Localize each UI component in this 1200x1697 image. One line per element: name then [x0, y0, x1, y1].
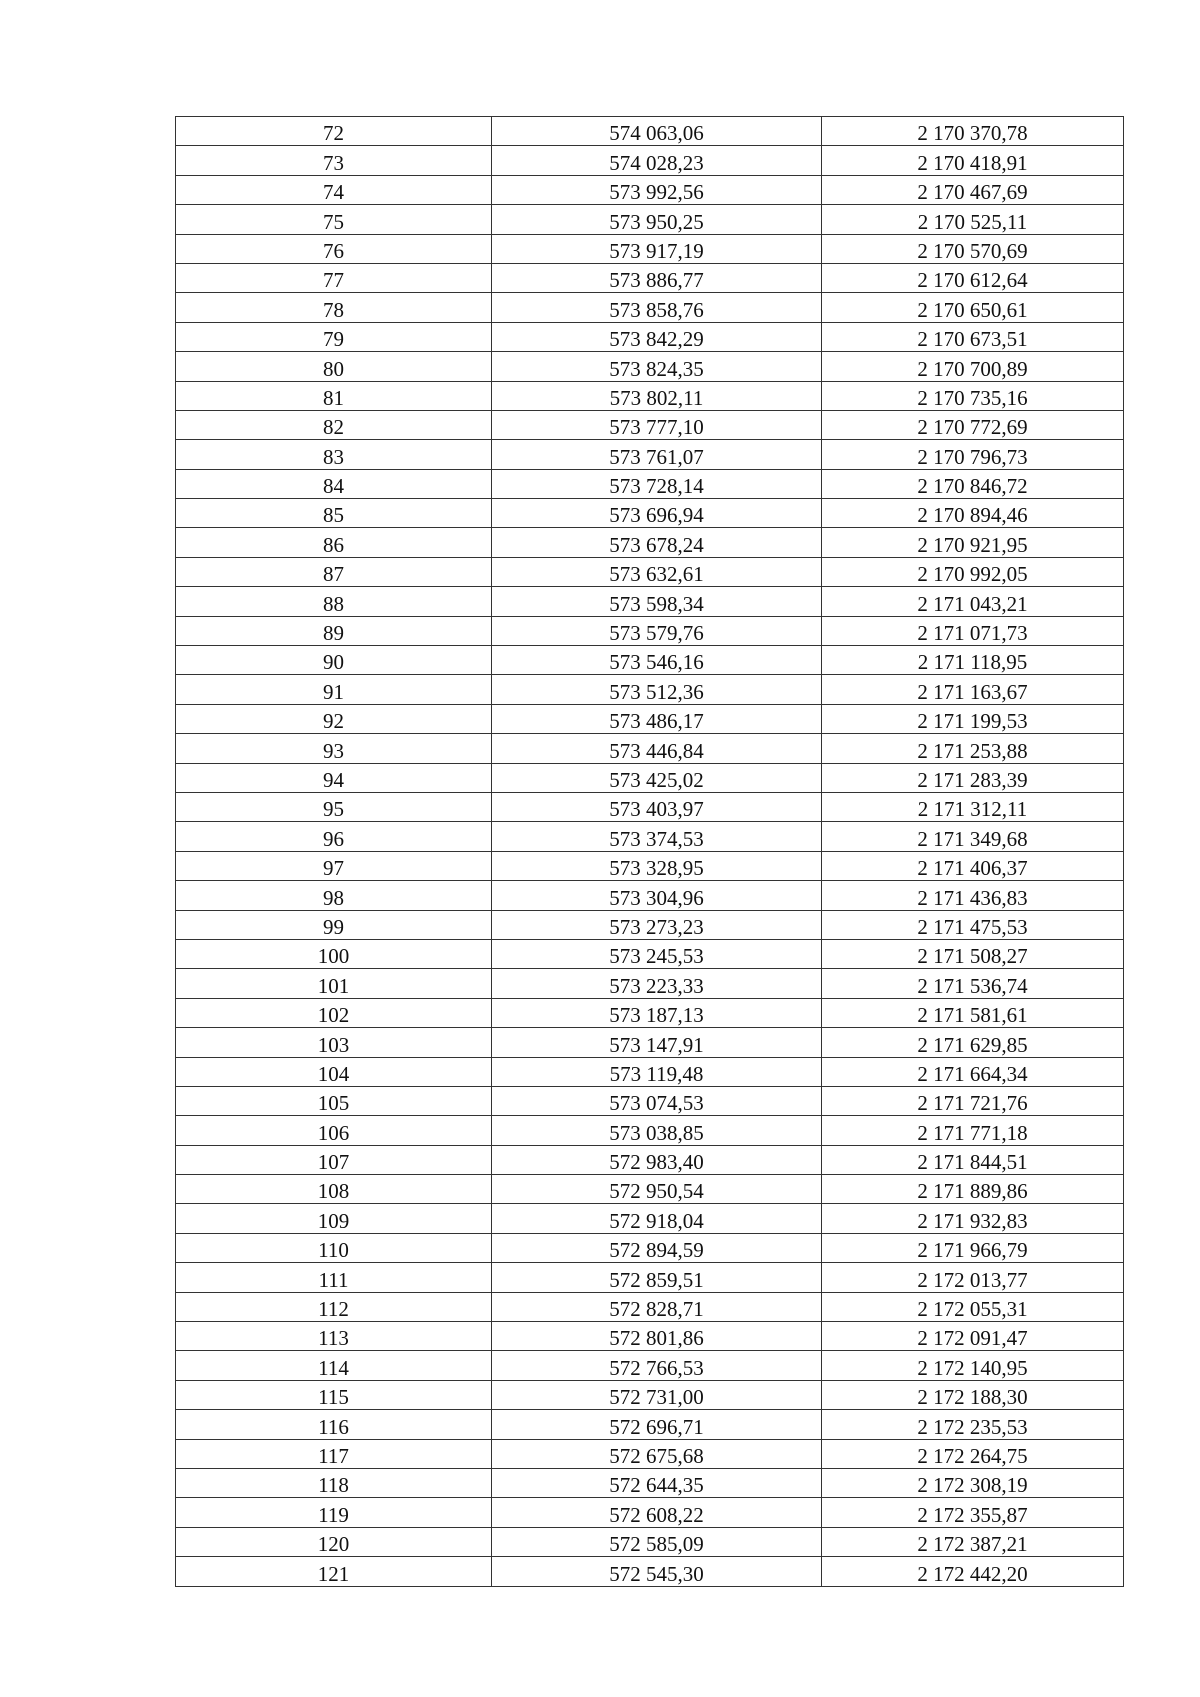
y-coordinate-cell: 2 172 308,19	[822, 1468, 1124, 1497]
point-number-cell: 93	[176, 734, 492, 763]
x-coordinate-cell: 573 777,10	[492, 410, 822, 439]
y-coordinate-cell: 2 170 570,69	[822, 234, 1124, 263]
x-coordinate-cell: 573 917,19	[492, 234, 822, 263]
point-number-cell: 74	[176, 175, 492, 204]
point-number-cell: 107	[176, 1145, 492, 1174]
x-coordinate-cell: 573 696,94	[492, 499, 822, 528]
x-coordinate-cell: 573 761,07	[492, 440, 822, 469]
point-number-cell: 84	[176, 469, 492, 498]
x-coordinate-cell: 573 074,53	[492, 1086, 822, 1115]
table-row	[176, 499, 1124, 528]
x-coordinate-cell: 573 038,85	[492, 1116, 822, 1145]
y-coordinate-cell: 2 171 071,73	[822, 616, 1124, 645]
point-number-cell: 76	[176, 234, 492, 263]
point-number-cell: 92	[176, 704, 492, 733]
y-coordinate-cell: 2 171 283,39	[822, 763, 1124, 792]
point-number-cell: 114	[176, 1351, 492, 1380]
point-number-cell: 80	[176, 352, 492, 381]
point-number-cell: 98	[176, 881, 492, 910]
x-coordinate-cell: 573 858,76	[492, 293, 822, 322]
y-coordinate-cell: 2 172 140,95	[822, 1351, 1124, 1380]
y-coordinate-cell: 2 171 043,21	[822, 587, 1124, 616]
point-number-cell: 81	[176, 381, 492, 410]
point-number-cell: 101	[176, 969, 492, 998]
table-row	[176, 646, 1124, 675]
x-coordinate-cell: 572 585,09	[492, 1527, 822, 1556]
table-row	[176, 1527, 1124, 1556]
x-coordinate-cell: 572 859,51	[492, 1263, 822, 1292]
x-coordinate-cell: 573 824,35	[492, 352, 822, 381]
table-row	[176, 175, 1124, 204]
x-coordinate-cell: 573 802,11	[492, 381, 822, 410]
x-coordinate-cell: 572 894,59	[492, 1233, 822, 1262]
y-coordinate-cell: 2 171 966,79	[822, 1233, 1124, 1262]
y-coordinate-cell: 2 170 735,16	[822, 381, 1124, 410]
x-coordinate-cell: 572 801,86	[492, 1322, 822, 1351]
point-number-cell: 103	[176, 1028, 492, 1057]
y-coordinate-cell: 2 170 418,91	[822, 146, 1124, 175]
point-number-cell: 88	[176, 587, 492, 616]
y-coordinate-cell: 2 171 932,83	[822, 1204, 1124, 1233]
point-number-cell: 78	[176, 293, 492, 322]
point-number-cell: 120	[176, 1527, 492, 1556]
y-coordinate-cell: 2 171 771,18	[822, 1116, 1124, 1145]
y-coordinate-cell: 2 170 650,61	[822, 293, 1124, 322]
x-coordinate-cell: 573 223,33	[492, 969, 822, 998]
table-row	[176, 1145, 1124, 1174]
table-row	[176, 1028, 1124, 1057]
table-row	[176, 704, 1124, 733]
x-coordinate-cell: 572 675,68	[492, 1439, 822, 1468]
point-number-cell: 97	[176, 851, 492, 880]
table-row	[176, 1263, 1124, 1292]
x-coordinate-cell: 573 579,76	[492, 616, 822, 645]
table-row	[176, 234, 1124, 263]
coordinates-table	[175, 116, 1124, 1587]
table-row	[176, 440, 1124, 469]
y-coordinate-cell: 2 170 370,78	[822, 117, 1124, 146]
y-coordinate-cell: 2 171 436,83	[822, 881, 1124, 910]
x-coordinate-cell: 572 983,40	[492, 1145, 822, 1174]
point-number-cell: 99	[176, 910, 492, 939]
x-coordinate-cell: 573 374,53	[492, 822, 822, 851]
table-row	[176, 763, 1124, 792]
y-coordinate-cell: 2 171 721,76	[822, 1086, 1124, 1115]
table-row	[176, 587, 1124, 616]
x-coordinate-cell: 573 678,24	[492, 528, 822, 557]
x-coordinate-cell: 572 766,53	[492, 1351, 822, 1380]
x-coordinate-cell: 573 598,34	[492, 587, 822, 616]
table-row	[176, 851, 1124, 880]
x-coordinate-cell: 573 403,97	[492, 792, 822, 821]
y-coordinate-cell: 2 171 253,88	[822, 734, 1124, 763]
point-number-cell: 73	[176, 146, 492, 175]
table-row	[176, 1439, 1124, 1468]
table-row	[176, 263, 1124, 292]
table-row	[176, 1410, 1124, 1439]
y-coordinate-cell: 2 172 264,75	[822, 1439, 1124, 1468]
x-coordinate-cell: 573 728,14	[492, 469, 822, 498]
point-number-cell: 85	[176, 499, 492, 528]
table-row	[176, 293, 1124, 322]
y-coordinate-cell: 2 171 118,95	[822, 646, 1124, 675]
x-coordinate-cell: 573 273,23	[492, 910, 822, 939]
point-number-cell: 94	[176, 763, 492, 792]
table-row	[176, 205, 1124, 234]
x-coordinate-cell: 572 918,04	[492, 1204, 822, 1233]
y-coordinate-cell: 2 170 772,69	[822, 410, 1124, 439]
point-number-cell: 87	[176, 557, 492, 586]
point-number-cell: 119	[176, 1498, 492, 1527]
point-number-cell: 121	[176, 1557, 492, 1586]
x-coordinate-cell: 573 950,25	[492, 205, 822, 234]
x-coordinate-cell: 573 842,29	[492, 322, 822, 351]
x-coordinate-cell: 572 950,54	[492, 1175, 822, 1204]
point-number-cell: 100	[176, 939, 492, 968]
table-row	[176, 1557, 1124, 1586]
table-row	[176, 1057, 1124, 1086]
table-row	[176, 1380, 1124, 1409]
y-coordinate-cell: 2 171 312,11	[822, 792, 1124, 821]
x-coordinate-cell: 573 187,13	[492, 998, 822, 1027]
table-row	[176, 792, 1124, 821]
point-number-cell: 110	[176, 1233, 492, 1262]
table-row	[176, 939, 1124, 968]
x-coordinate-cell: 573 992,56	[492, 175, 822, 204]
point-number-cell: 112	[176, 1292, 492, 1321]
point-number-cell: 106	[176, 1116, 492, 1145]
table-row	[176, 998, 1124, 1027]
point-number-cell: 111	[176, 1263, 492, 1292]
point-number-cell: 95	[176, 792, 492, 821]
y-coordinate-cell: 2 171 581,61	[822, 998, 1124, 1027]
y-coordinate-cell: 2 170 992,05	[822, 557, 1124, 586]
table-row	[176, 528, 1124, 557]
point-number-cell: 72	[176, 117, 492, 146]
point-number-cell: 109	[176, 1204, 492, 1233]
point-number-cell: 89	[176, 616, 492, 645]
point-number-cell: 118	[176, 1468, 492, 1497]
y-coordinate-cell: 2 171 199,53	[822, 704, 1124, 733]
point-number-cell: 116	[176, 1410, 492, 1439]
table-row	[176, 1498, 1124, 1527]
y-coordinate-cell: 2 171 349,68	[822, 822, 1124, 851]
point-number-cell: 117	[176, 1439, 492, 1468]
table-row	[176, 734, 1124, 763]
point-number-cell: 105	[176, 1086, 492, 1115]
y-coordinate-cell: 2 171 536,74	[822, 969, 1124, 998]
point-number-cell: 75	[176, 205, 492, 234]
table-row	[176, 1292, 1124, 1321]
y-coordinate-cell: 2 171 475,53	[822, 910, 1124, 939]
y-coordinate-cell: 2 170 796,73	[822, 440, 1124, 469]
y-coordinate-cell: 2 171 889,86	[822, 1175, 1124, 1204]
x-coordinate-cell: 572 828,71	[492, 1292, 822, 1321]
table-row	[176, 322, 1124, 351]
point-number-cell: 91	[176, 675, 492, 704]
x-coordinate-cell: 572 644,35	[492, 1468, 822, 1497]
y-coordinate-cell: 2 170 467,69	[822, 175, 1124, 204]
y-coordinate-cell: 2 172 188,30	[822, 1380, 1124, 1409]
x-coordinate-cell: 573 446,84	[492, 734, 822, 763]
y-coordinate-cell: 2 172 235,53	[822, 1410, 1124, 1439]
point-number-cell: 104	[176, 1057, 492, 1086]
table-row	[176, 410, 1124, 439]
point-number-cell: 115	[176, 1380, 492, 1409]
x-coordinate-cell: 573 546,16	[492, 646, 822, 675]
y-coordinate-cell: 2 171 664,34	[822, 1057, 1124, 1086]
table-row	[176, 117, 1124, 146]
table-row	[176, 557, 1124, 586]
x-coordinate-cell: 573 425,02	[492, 763, 822, 792]
table-row	[176, 881, 1124, 910]
x-coordinate-cell: 573 328,95	[492, 851, 822, 880]
point-number-cell: 108	[176, 1175, 492, 1204]
point-number-cell: 82	[176, 410, 492, 439]
table-row	[176, 969, 1124, 998]
y-coordinate-cell: 2 170 612,64	[822, 263, 1124, 292]
y-coordinate-cell: 2 170 846,72	[822, 469, 1124, 498]
table-row	[176, 381, 1124, 410]
point-number-cell: 90	[176, 646, 492, 675]
x-coordinate-cell: 573 304,96	[492, 881, 822, 910]
x-coordinate-cell: 573 512,36	[492, 675, 822, 704]
x-coordinate-cell: 573 886,77	[492, 263, 822, 292]
table-row	[176, 1351, 1124, 1380]
table-row	[176, 1322, 1124, 1351]
y-coordinate-cell: 2 171 163,67	[822, 675, 1124, 704]
coordinates-table-body	[176, 117, 1124, 1587]
table-row	[176, 1468, 1124, 1497]
table-row	[176, 1233, 1124, 1262]
table-row	[176, 616, 1124, 645]
y-coordinate-cell: 2 172 055,31	[822, 1292, 1124, 1321]
point-number-cell: 79	[176, 322, 492, 351]
table-row	[176, 910, 1124, 939]
point-number-cell: 83	[176, 440, 492, 469]
y-coordinate-cell: 2 172 013,77	[822, 1263, 1124, 1292]
y-coordinate-cell: 2 170 673,51	[822, 322, 1124, 351]
x-coordinate-cell: 572 545,30	[492, 1557, 822, 1586]
y-coordinate-cell: 2 172 442,20	[822, 1557, 1124, 1586]
table-row	[176, 352, 1124, 381]
x-coordinate-cell: 572 696,71	[492, 1410, 822, 1439]
table-row	[176, 1116, 1124, 1145]
table-row	[176, 822, 1124, 851]
y-coordinate-cell: 2 170 525,11	[822, 205, 1124, 234]
x-coordinate-cell: 574 063,06	[492, 117, 822, 146]
x-coordinate-cell: 573 119,48	[492, 1057, 822, 1086]
y-coordinate-cell: 2 170 921,95	[822, 528, 1124, 557]
y-coordinate-cell: 2 172 355,87	[822, 1498, 1124, 1527]
point-number-cell: 102	[176, 998, 492, 1027]
y-coordinate-cell: 2 170 894,46	[822, 499, 1124, 528]
y-coordinate-cell: 2 171 406,37	[822, 851, 1124, 880]
x-coordinate-cell: 572 608,22	[492, 1498, 822, 1527]
point-number-cell: 86	[176, 528, 492, 557]
x-coordinate-cell: 573 632,61	[492, 557, 822, 586]
table-row	[176, 1086, 1124, 1115]
y-coordinate-cell: 2 171 844,51	[822, 1145, 1124, 1174]
table-row	[176, 469, 1124, 498]
x-coordinate-cell: 573 147,91	[492, 1028, 822, 1057]
x-coordinate-cell: 572 731,00	[492, 1380, 822, 1409]
table-row	[176, 1204, 1124, 1233]
x-coordinate-cell: 573 245,53	[492, 939, 822, 968]
y-coordinate-cell: 2 172 091,47	[822, 1322, 1124, 1351]
y-coordinate-cell: 2 170 700,89	[822, 352, 1124, 381]
x-coordinate-cell: 573 486,17	[492, 704, 822, 733]
x-coordinate-cell: 574 028,23	[492, 146, 822, 175]
y-coordinate-cell: 2 171 508,27	[822, 939, 1124, 968]
y-coordinate-cell: 2 172 387,21	[822, 1527, 1124, 1556]
table-row	[176, 1175, 1124, 1204]
table-row	[176, 146, 1124, 175]
point-number-cell: 113	[176, 1322, 492, 1351]
y-coordinate-cell: 2 171 629,85	[822, 1028, 1124, 1057]
point-number-cell: 77	[176, 263, 492, 292]
table-row	[176, 675, 1124, 704]
point-number-cell: 96	[176, 822, 492, 851]
